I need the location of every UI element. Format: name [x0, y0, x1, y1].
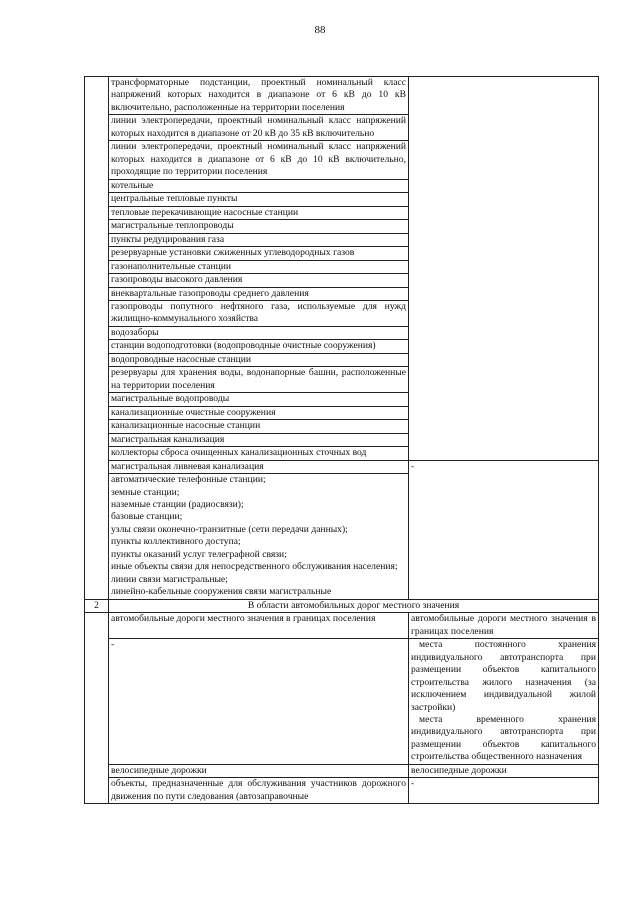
- purpose-cell: -: [409, 460, 599, 599]
- table-row: [85, 778, 599, 804]
- communications-item: земные станции;: [111, 486, 180, 498]
- communications-item: узлы связи оконечно-транзитные (сети передачи данных);: [111, 523, 348, 535]
- object-name-cell: резервуары для хранения воды, водонапорные башни, расположенные на территории поселения: [109, 367, 409, 393]
- object-name-cell: водопроводные насосные станции: [109, 353, 409, 366]
- object-name-cell: канализационные очистные сооружения: [109, 406, 409, 419]
- object-name-cell: станции водоподготовки (водопроводные очистные сооружения): [109, 340, 409, 353]
- object-name-cell: -: [109, 639, 409, 765]
- object-name-cell: водозаборы: [109, 326, 409, 339]
- object-name-cell: газопроводы попутного нефтяного газа, используемые для нужд жилищно-коммунального хозяйства: [109, 300, 409, 326]
- table-row: [85, 460, 599, 473]
- communications-item: пункты коллективного доступа;: [111, 536, 241, 548]
- object-name-cell: магистральные теплопроводы: [109, 220, 409, 233]
- object-name-cell: трансформаторные подстанции, проектный номинальный класс напряжений которых находится в диапазоне от 6 кВ до 10 кВ включительно, расположенные на территории поселения: [109, 77, 409, 115]
- object-name-cell: тепловые перекачивающие насосные станции: [109, 206, 409, 219]
- parking-item: места временного хранения индивидуального автотранспорта при размещении объектов капитального строительства общественного назначения: [411, 713, 596, 763]
- parking-item: места постоянного хранения индивидуального автотранспорта при размещении объектов капитального строительства жилого назначения (за исключением индивидуальной жилой застройки): [411, 639, 596, 713]
- document-table: [84, 76, 599, 804]
- communications-item: наземные станции (радиосвязи);: [111, 499, 244, 510]
- object-name-cell: линии электропередачи, проектный номинальный класс напряжений которых находится в диапазоне от 6 кВ до 10 кВ включительно, проходящие по территории поселения: [109, 141, 409, 179]
- section-number-cell: [85, 613, 109, 804]
- object-name-cell: автомобильные дороги местного значения в границах поселения: [109, 613, 409, 639]
- purpose-cell: -: [409, 778, 599, 804]
- table-row: [85, 764, 599, 777]
- object-name-cell: пункты редуцирования газа: [109, 233, 409, 246]
- object-name-cell: коллекторы сброса очищенных канализационных сточных вод: [109, 447, 409, 460]
- object-name-cell: линии электропередачи, проектный номинальный класс напряжений которых находится в диапазоне от 20 кВ до 35 кВ включительно: [109, 115, 409, 141]
- page-number: 88: [314, 24, 326, 36]
- object-name-cell: центральные тепловые пункты: [109, 193, 409, 206]
- section-heading-row: [85, 599, 599, 612]
- object-name-cell: магистральная ливневая канализация: [109, 460, 409, 473]
- purpose-cell: велосипедные дорожки: [409, 764, 599, 777]
- object-name-cell: канализационные насосные станции: [109, 420, 409, 433]
- table-row: [85, 77, 599, 115]
- purpose-cell: автомобильные дороги местного значения в границах поселения: [409, 613, 599, 639]
- communications-item: иные объекты связи для непосредственного обслуживания населения;: [111, 561, 398, 573]
- object-name-cell: велосипедные дорожки: [109, 764, 409, 777]
- object-name-cell: объекты, предназначенные для обслуживания участников дорожного движения по пути следования (автозаправочные: [109, 778, 409, 804]
- object-name-cell: внеквартальные газопроводы среднего давления: [109, 287, 409, 300]
- communications-item: базовые станции;: [111, 511, 183, 523]
- communications-item: пункты оказаний услуг телеграфной связи;: [111, 548, 287, 560]
- communications-item: автоматические телефонные станции;: [111, 474, 266, 486]
- table-row: [85, 613, 599, 639]
- object-name-cell: газопроводы высокого давления: [109, 274, 409, 287]
- section-number-cell: [85, 77, 109, 600]
- communications-item: линейно-кабельные сооружения связи магистральные: [111, 586, 332, 598]
- table-row: [85, 639, 599, 765]
- section-number: 2: [85, 599, 109, 612]
- parking-cell: [409, 639, 599, 765]
- section-heading: В области автомобильных дорог местного значения: [109, 599, 599, 612]
- object-name-cell: магистральные водопроводы: [109, 393, 409, 406]
- object-name-cell: котельные: [109, 179, 409, 192]
- object-name-cell: газонаполнительные станции: [109, 260, 409, 273]
- communications-item: линии связи магистральные;: [111, 573, 228, 585]
- purpose-cell: [409, 77, 599, 461]
- communications-cell: [109, 474, 409, 600]
- object-name-cell: резервуарные установки сжиженных углеводородных газов: [109, 247, 409, 260]
- object-name-cell: магистральная канализация: [109, 433, 409, 446]
